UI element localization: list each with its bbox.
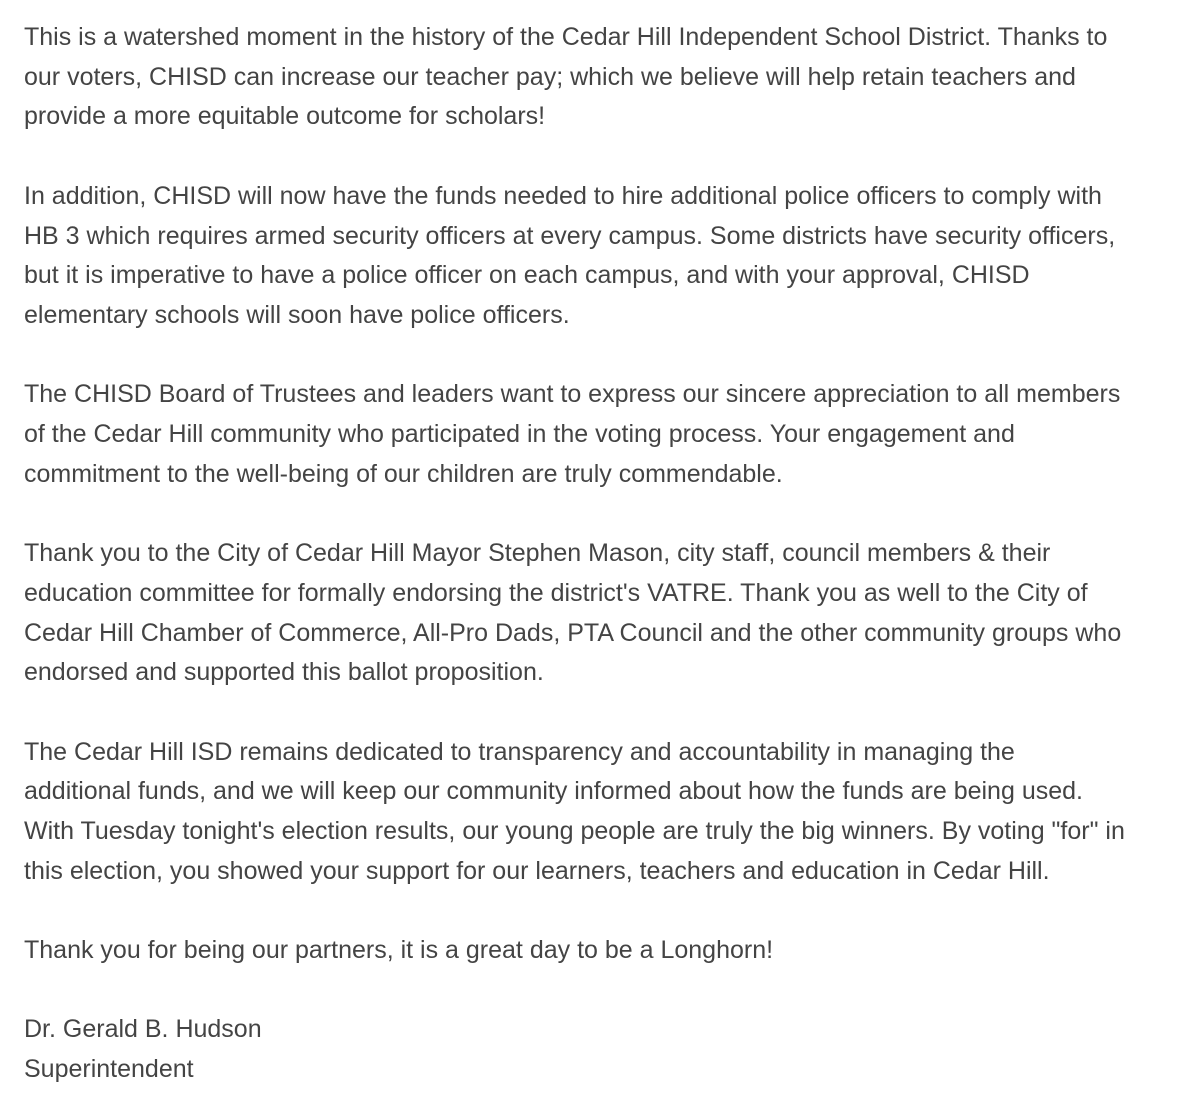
paragraph-transparency: The Cedar Hill ISD remains dedicated to transparency and accountability in managing the additional funds, and we will keep our community informed about how the funds are being used. With Tuesday tonight's election results, our young people are truly the big winners. By voting "for" in this election, you showed your support for our learners, teachers and education in Cedar Hill.: [24, 737, 1125, 885]
signature-title: Superintendent: [24, 1055, 194, 1084]
signature-name: Dr. Gerald B. Hudson: [24, 1015, 262, 1044]
paragraph-police-officers: In addition, CHISD will now have the funds needed to hire additional police officers to comply with HB 3 which requires armed security officers at every campus. Some districts have security officers, but it is imperative to have a police officer on each campus, and with your approval, CHISD elementary schools will soon have police officers.: [24, 181, 1116, 329]
paragraph-teacher-pay: This is a watershed moment in the history of the Cedar Hill Independent School District. Thanks to our voters, CHISD can increase our teacher pay; which we believe will help retain teachers and provide a more equitable outcome for scholars!: [24, 23, 1108, 131]
signature-block: [24, 1010, 1188, 1089]
paragraph-closing: Thank you for being our partners, it is a great day to be a Longhorn!: [24, 936, 774, 965]
paragraph-endorsements: Thank you to the City of Cedar Hill Mayor Stephen Mason, city staff, council members & their education committee for formally endorsing the district's VATRE. Thank you as well to the City of Cedar Hill Chamber of Commerce, All-Pro Dads, PTA Council and the other community groups who endorsed and supported this ballot proposition.: [24, 539, 1122, 687]
paragraph-appreciation: The CHISD Board of Trustees and leaders want to express our sincere appreciation to all members of the Cedar Hill community who participated in the voting process. Your engagement and commitment to the well-being of our children are truly commendable.: [24, 380, 1121, 488]
